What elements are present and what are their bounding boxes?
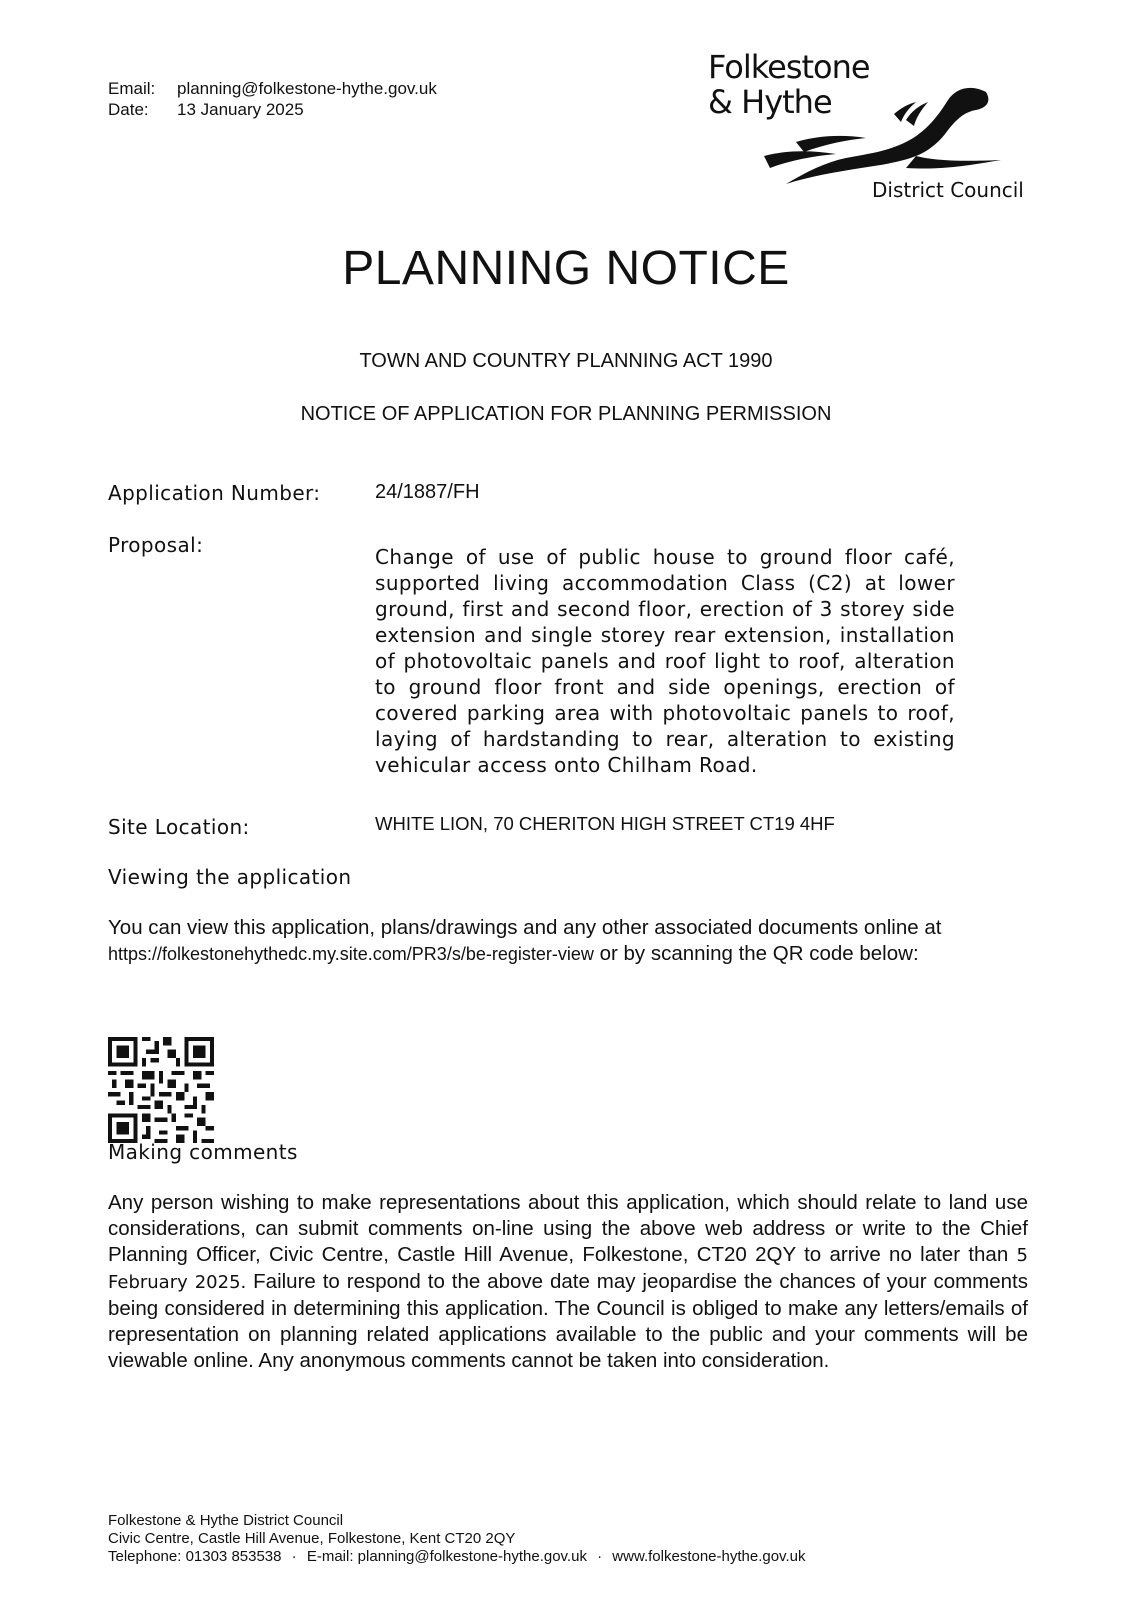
- act-heading: TOWN AND COUNTRY PLANNING ACT 1990: [359, 350, 773, 372]
- logo-line2: & Hythe: [708, 83, 832, 121]
- site-location-label: Site Location:: [108, 815, 250, 839]
- viewing-paragraph: [108, 915, 1028, 967]
- comments-deadline: 5 February 2025: [108, 1245, 1028, 1293]
- logo-subtitle: District Council: [872, 178, 1024, 202]
- email-label: Email:: [108, 79, 156, 98]
- footer-address: Civic Centre, Castle Hill Avenue, Folkestone, Kent CT20 2QY: [108, 1530, 516, 1547]
- date-value: 13 January 2025: [177, 100, 304, 119]
- viewing-text-after: or by scanning the QR code below:: [599, 942, 919, 965]
- email-row: [108, 78, 437, 99]
- council-logo: [708, 50, 1038, 210]
- header-meta: [108, 78, 437, 120]
- proposal-label: Proposal:: [108, 533, 204, 557]
- logo-line1: Folkestone: [708, 48, 870, 86]
- footer-separator: ·: [291, 1548, 297, 1565]
- footer-separator: ·: [597, 1548, 603, 1565]
- register-link[interactable]: https://folkestonehythedc.my.site.com/PR3/s/be-register-view: [108, 944, 594, 964]
- horse-emblem-icon: [756, 80, 1006, 190]
- comments-paragraph: [108, 1190, 1028, 1374]
- viewing-heading: Viewing the application: [108, 865, 352, 889]
- comments-text-after: . Failure to respond to the above date may jeopardise the chances of your comments being considered in determining this application. The Council is obliged to make any letters/emails of representation on planning related applications available to the public and your comments will be viewable online. Any anonymous comments cannot be taken into consideration.: [108, 1270, 1029, 1372]
- notice-subtitle: NOTICE OF APPLICATION FOR PLANNING PERMISSION: [300, 403, 832, 425]
- footer-website[interactable]: www.folkestone-hythe.gov.uk: [612, 1548, 806, 1565]
- comments-text-before: Any person wishing to make representations about this application, which should relate to land use considerations, can submit comments on-line using the above web address or write to the Chief Planning Officer, Civic Centre, Castle Hill Avenue, Folkestone, CT20 2QY to arrive no later than: [108, 1191, 1028, 1266]
- comments-heading: Making comments: [108, 1140, 298, 1164]
- footer: [108, 1512, 805, 1566]
- footer-org: Folkestone & Hythe District Council: [108, 1512, 344, 1529]
- footer-email[interactable]: E-mail: planning@folkestone-hythe.gov.uk: [306, 1548, 587, 1565]
- date-label: Date:: [108, 100, 149, 119]
- page-title: PLANNING NOTICE: [342, 242, 790, 295]
- application-number-label: Application Number:: [108, 481, 321, 505]
- application-number-value: 24/1887/FH: [375, 481, 480, 503]
- footer-contact: [108, 1548, 805, 1566]
- site-location-value: WHITE LION, 70 CHERITON HIGH STREET CT19 4HF: [375, 813, 835, 834]
- viewing-text-before: You can view this application, plans/drawings and any other associated documents online at: [108, 916, 942, 939]
- date-row: [108, 99, 437, 120]
- proposal-value: Change of use of public house to ground floor café, supported living accommodation Class (C2) at lower ground, first and second floor, erection of 3 storey side extension and single storey rear extension, installation of photovoltaic panels and roof light to roof, alteration to ground floor front and side openings, erection of covered parking area with photovoltaic panels to roof, laying of hardstanding to rear, alteration to existing vehicular access onto Chilham Road.: [375, 545, 955, 777]
- qr-code-icon[interactable]: [108, 1037, 214, 1143]
- footer-telephone: Telephone: 01303 853538: [108, 1548, 282, 1565]
- email-value[interactable]: planning@folkestone-hythe.gov.uk: [177, 79, 437, 98]
